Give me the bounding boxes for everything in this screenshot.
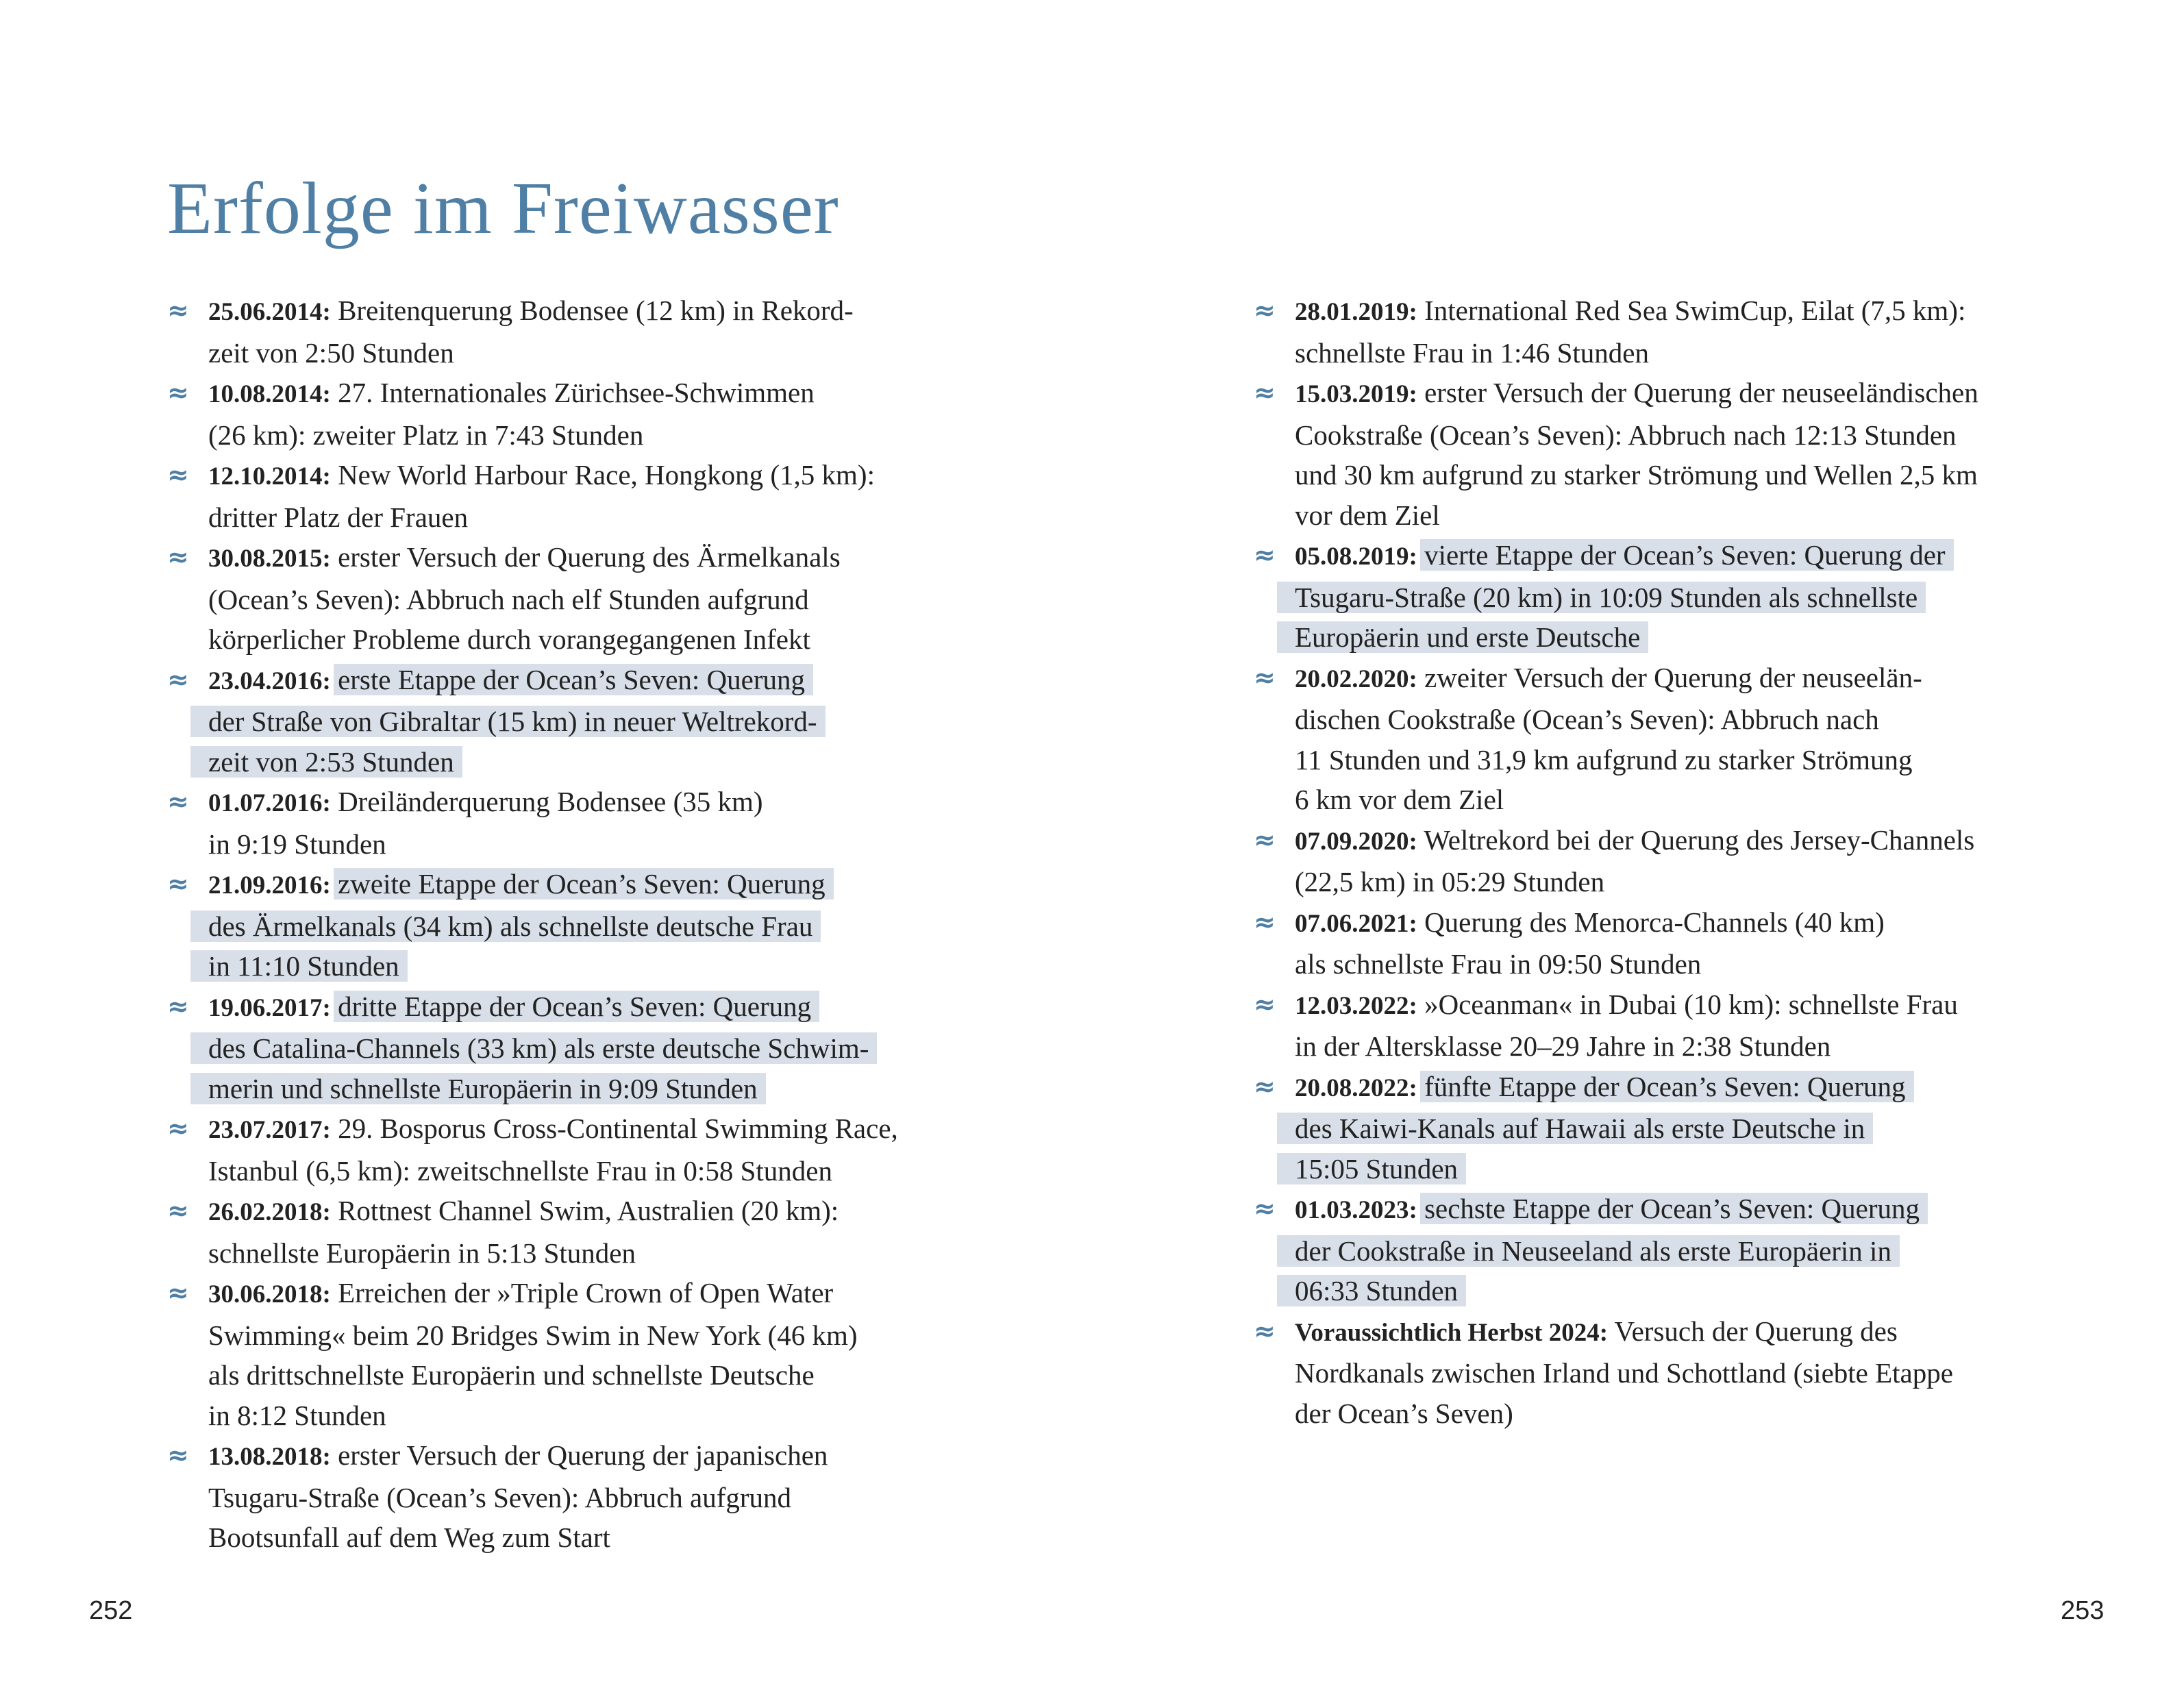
entry-line [1295,455,2076,495]
entry-line [1295,740,2076,780]
entry-line [208,906,976,947]
right-page [1092,0,2184,1699]
list-item [167,1191,976,1273]
entry-date: 21.09.2016: [208,871,331,900]
list-item [167,290,976,373]
entry-text: in 9:19 Stunden [208,828,386,860]
entry-date: 05.08.2019: [1295,543,1417,571]
entry-line [208,946,976,987]
entry-line [208,497,976,538]
list-item [1254,902,2076,984]
wave-bullet-icon: ≈ [1254,989,1276,1019]
entry-line [1295,820,2076,863]
wave-bullet-icon: ≈ [167,664,189,695]
wave-bullet-icon: ≈ [1254,662,1276,693]
page-number-left: 252 [89,1596,133,1625]
entry-line [208,1108,976,1151]
entry-line [1295,1149,2076,1189]
entry-text: 6 km vor dem Ziel [1295,784,1504,815]
wave-bullet-icon: ≈ [1254,540,1276,570]
entry-line [208,1151,976,1191]
entry-date: 15.03.2019: [1295,380,1417,408]
entry-text: als drittschnellste Europäerin und schnellste Deutsche [208,1359,815,1391]
entry-line [1295,333,2076,373]
list-item [1254,820,2076,902]
entry-text: vor dem Ziel [1295,499,1440,531]
entry-date: Voraussichtlich Herbst 2024: [1295,1318,1609,1347]
entry-line [1295,984,2076,1027]
entry-text: dischen Cookstraße (Ocean’s Seven): Abbruch nach [1295,704,1879,735]
wave-bullet-icon: ≈ [1254,1315,1276,1346]
page-title: Erfolge im Freiwasser [167,168,839,249]
entry-line [1295,780,2076,820]
list-item [1254,1189,2076,1311]
entry-text: schnellste Europäerin in 5:13 Stunden [208,1237,636,1269]
list-item [167,455,976,537]
entry-line [1295,699,2076,740]
wave-bullet-icon: ≈ [167,542,189,572]
entry-line [208,1191,976,1233]
list-item [1254,1067,2076,1189]
entry-date: 20.08.2022: [1295,1074,1417,1102]
entry-text: Tsugaru-Straße (Ocean’s Seven): Abbruch aufgrund [208,1481,792,1513]
entry-line [208,782,976,824]
highlighted-entry-text: merin und schnellste Europäerin in 9:09 Stunden [190,1073,766,1104]
entry-text: in der Altersklasse 20–29 Jahre in 2:38 Stunden [1295,1030,1831,1062]
entry-line [208,824,976,865]
entry-text: Weltrekord bei der Querung des Jersey-Channels [1424,823,1975,856]
entry-line [1295,1189,2076,1231]
highlighted-entry-text: vierte Etappe der Ocean’s Seven: Querung der [1420,539,1953,571]
highlighted-entry-text: 06:33 Stunden [1277,1275,1466,1306]
entry-line [208,1028,976,1069]
entry-line [208,864,976,906]
entry-date: 07.09.2020: [1295,827,1417,856]
entry-date: 30.08.2015: [208,545,331,573]
entry-line [1295,1353,2076,1393]
wave-bullet-icon: ≈ [167,1113,189,1143]
entry-text: Dreiländerquerung Bodensee (35 km) [338,786,763,817]
entry-date: 23.04.2016: [208,667,331,695]
entry-line [1295,902,2076,945]
wave-bullet-icon: ≈ [1254,1193,1276,1224]
wave-bullet-icon: ≈ [1254,824,1276,855]
entry-line [208,1355,976,1396]
page-number-right: 253 [2061,1596,2105,1625]
entry-text: New World Harbour Race, Hongkong (1,5 km): [338,459,875,491]
list-item [167,1108,976,1191]
entry-text: zeit von 2:50 Stunden [208,336,454,369]
wave-bullet-icon: ≈ [167,1278,189,1308]
entry-line [1295,617,2076,658]
list-item [1254,373,2076,535]
entry-date: 25.06.2014: [208,298,331,326]
entry-date: 20.02.2020: [1295,665,1417,693]
highlighted-entry-text: des Ärmelkanals (34 km) als schnellste deutsche Frau [190,910,821,942]
entry-line [1295,1393,2076,1434]
entry-line [1295,415,2076,456]
highlighted-entry-text: in 11:10 Stunden [190,950,408,982]
entry-text: Cookstraße (Ocean’s Seven): Abbruch nach 12:13 Stunden [1295,419,1957,451]
entry-line [208,1315,976,1356]
wave-bullet-icon: ≈ [167,1195,189,1226]
highlighted-entry-text: sechste Etappe der Ocean’s Seven: Querung [1420,1193,1928,1224]
list-item [167,782,976,864]
entry-line [208,660,976,702]
list-item [1254,984,2076,1067]
entry-line [1295,944,2076,984]
entry-text: und 30 km aufgrund zu starker Strömung und Wellen 2,5 km [1295,459,1978,491]
entry-date: 30.06.2018: [208,1280,331,1309]
entry-text: erster Versuch der Querung der japanischen [338,1439,828,1471]
entry-text: Bootsunfall auf dem Weg zum Start [208,1522,610,1553]
highlighted-entry-text: fünfte Etappe der Ocean’s Seven: Querung [1420,1071,1913,1102]
entry-text: körperlicher Probleme durch vorangegangenen Infekt [208,623,810,655]
entry-line [1295,290,2076,333]
highlighted-entry-text: der Cookstraße in Neuseeland als erste Europäerin in [1277,1235,1900,1267]
highlighted-entry-text: Tsugaru-Straße (20 km) in 10:09 Stunden als schnellste [1277,582,1926,613]
entry-text: Breitenquerung Bodensee (12 km) in Rekord- [338,295,854,326]
entry-date: 07.06.2021: [1295,909,1417,938]
entry-text: Erreichen der »Triple Crown of Open Water [338,1277,834,1309]
highlighted-entry-text: des Kaiwi-Kanals auf Hawaii als erste Deutsche in [1277,1113,1873,1144]
highlighted-entry-text: 15:05 Stunden [1277,1153,1466,1185]
list-item [167,1435,976,1558]
entry-text: 27. Internationales Zürichsee-Schwimmen [338,377,815,408]
wave-bullet-icon: ≈ [167,991,189,1021]
list-item [1254,658,2076,820]
entry-line [208,1435,976,1478]
entry-line [208,987,976,1029]
entry-date: 12.10.2014: [208,462,331,491]
entry-text: Istanbul (6,5 km): zweitschnellste Frau in 0:58 Stunden [208,1154,832,1187]
entry-text: in 8:12 Stunden [208,1399,386,1431]
entry-line [208,1478,976,1518]
entry-line [1295,1271,2076,1311]
wave-bullet-icon: ≈ [167,460,189,490]
entry-text: Querung des Menorca-Channels (40 km) [1424,906,1885,938]
entry-text: 11 Stunden und 31,9 km aufgrund zu starker Strömung [1295,743,1913,776]
entry-date: 13.08.2018: [208,1443,331,1471]
entry-text: Rottnest Channel Swim, Australien (20 km): [338,1195,839,1226]
right-entry-list [1254,290,2076,1433]
list-item [167,1273,976,1435]
entry-text: »Oceanman« in Dubai (10 km): schnellste Frau [1424,988,1958,1020]
list-item [1254,1311,2076,1434]
list-item [167,373,976,455]
entry-text: Swimming« beim 20 Bridges Swim in New York (46 km) [208,1319,858,1351]
wave-bullet-icon: ≈ [1254,295,1276,325]
entry-date: 23.07.2017: [208,1116,331,1144]
highlighted-entry-text: des Catalina-Channels (33 km) als erste deutsche Schwim- [190,1032,877,1064]
entry-line [1295,1311,2076,1354]
entry-date: 26.02.2018: [208,1198,331,1226]
wave-bullet-icon: ≈ [1254,1071,1276,1102]
wave-bullet-icon: ≈ [1254,906,1276,937]
entry-line [208,455,976,497]
entry-line [1295,862,2076,902]
entry-date: 19.06.2017: [208,993,331,1022]
highlighted-entry-text: dritte Etappe der Ocean’s Seven: Querung [334,991,819,1022]
wave-bullet-icon: ≈ [1254,377,1276,408]
entry-date: 10.08.2014: [208,380,331,408]
list-item [167,987,976,1109]
entry-text: der Ocean’s Seven) [1295,1397,1513,1429]
highlighted-entry-text: Europäerin und erste Deutsche [1277,621,1648,653]
entry-text: erster Versuch der Querung des Ärmelkanals [338,541,841,573]
list-item [1254,290,2076,373]
list-item [1254,535,2076,658]
wave-bullet-icon: ≈ [167,377,189,408]
entry-text: Versuch der Querung des [1614,1315,1898,1347]
entry-line [1295,1231,2076,1272]
entry-line [208,580,976,620]
entry-line [208,333,976,373]
entry-line [1295,373,2076,415]
entry-line [208,373,976,415]
list-item [167,660,976,782]
entry-line [208,415,976,456]
entry-line [1295,658,2076,700]
wave-bullet-icon: ≈ [167,295,189,325]
entry-date: 28.01.2019: [1295,298,1417,326]
entry-line [208,742,976,782]
entry-date: 12.03.2022: [1295,991,1417,1020]
entry-line [1295,535,2076,578]
entry-line [208,1517,976,1558]
entry-line [208,1273,976,1315]
entry-line [208,702,976,742]
highlighted-entry-text: zweite Etappe der Ocean’s Seven: Querung [334,868,834,900]
entry-date: 01.07.2016: [208,789,331,817]
entry-text: International Red Sea SwimCup, Eilat (7,5 km): [1424,295,1966,326]
entry-line [208,1396,976,1436]
entry-text: Nordkanals zwischen Irland und Schottland (siebte Etappe [1295,1357,1953,1389]
entry-text: (26 km): zweiter Platz in 7:43 Stunden [208,419,644,451]
entry-line [1295,495,2076,536]
entry-line [1295,1108,2076,1149]
list-item [167,537,976,660]
entry-text: (22,5 km) in 05:29 Stunden [1295,866,1605,897]
entry-text: schnellste Frau in 1:46 Stunden [1295,336,1650,369]
highlighted-entry-text: zeit von 2:53 Stunden [190,746,462,778]
entry-line [208,290,976,333]
entry-text: erster Versuch der Querung der neuseeländischen [1424,377,1978,408]
wave-bullet-icon: ≈ [167,786,189,817]
entry-text: zweiter Versuch der Querung der neuseelän- [1424,661,1922,693]
entry-text: dritter Platz der Frauen [208,501,469,533]
wave-bullet-icon: ≈ [167,869,189,899]
entry-line [1295,1026,2076,1067]
entry-text: (Ocean’s Seven): Abbruch nach elf Stunden aufgrund [208,583,809,615]
entry-line [1295,1067,2076,1109]
entry-line [1295,578,2076,618]
entry-line [208,537,976,580]
entry-text: als schnellste Frau in 09:50 Stunden [1295,948,1702,980]
entry-line [208,619,976,660]
list-item [167,864,976,987]
entry-line [208,1069,976,1109]
highlighted-entry-text: erste Etappe der Ocean’s Seven: Querung [334,664,813,695]
wave-bullet-icon: ≈ [167,1440,189,1470]
entry-line [208,1233,976,1274]
entry-text: 29. Bosporus Cross-Continental Swimming Race, [338,1113,898,1144]
entry-date: 01.03.2023: [1295,1196,1417,1224]
left-entry-list [167,290,976,1558]
highlighted-entry-text: der Straße von Gibraltar (15 km) in neuer Weltrekord- [190,706,826,737]
